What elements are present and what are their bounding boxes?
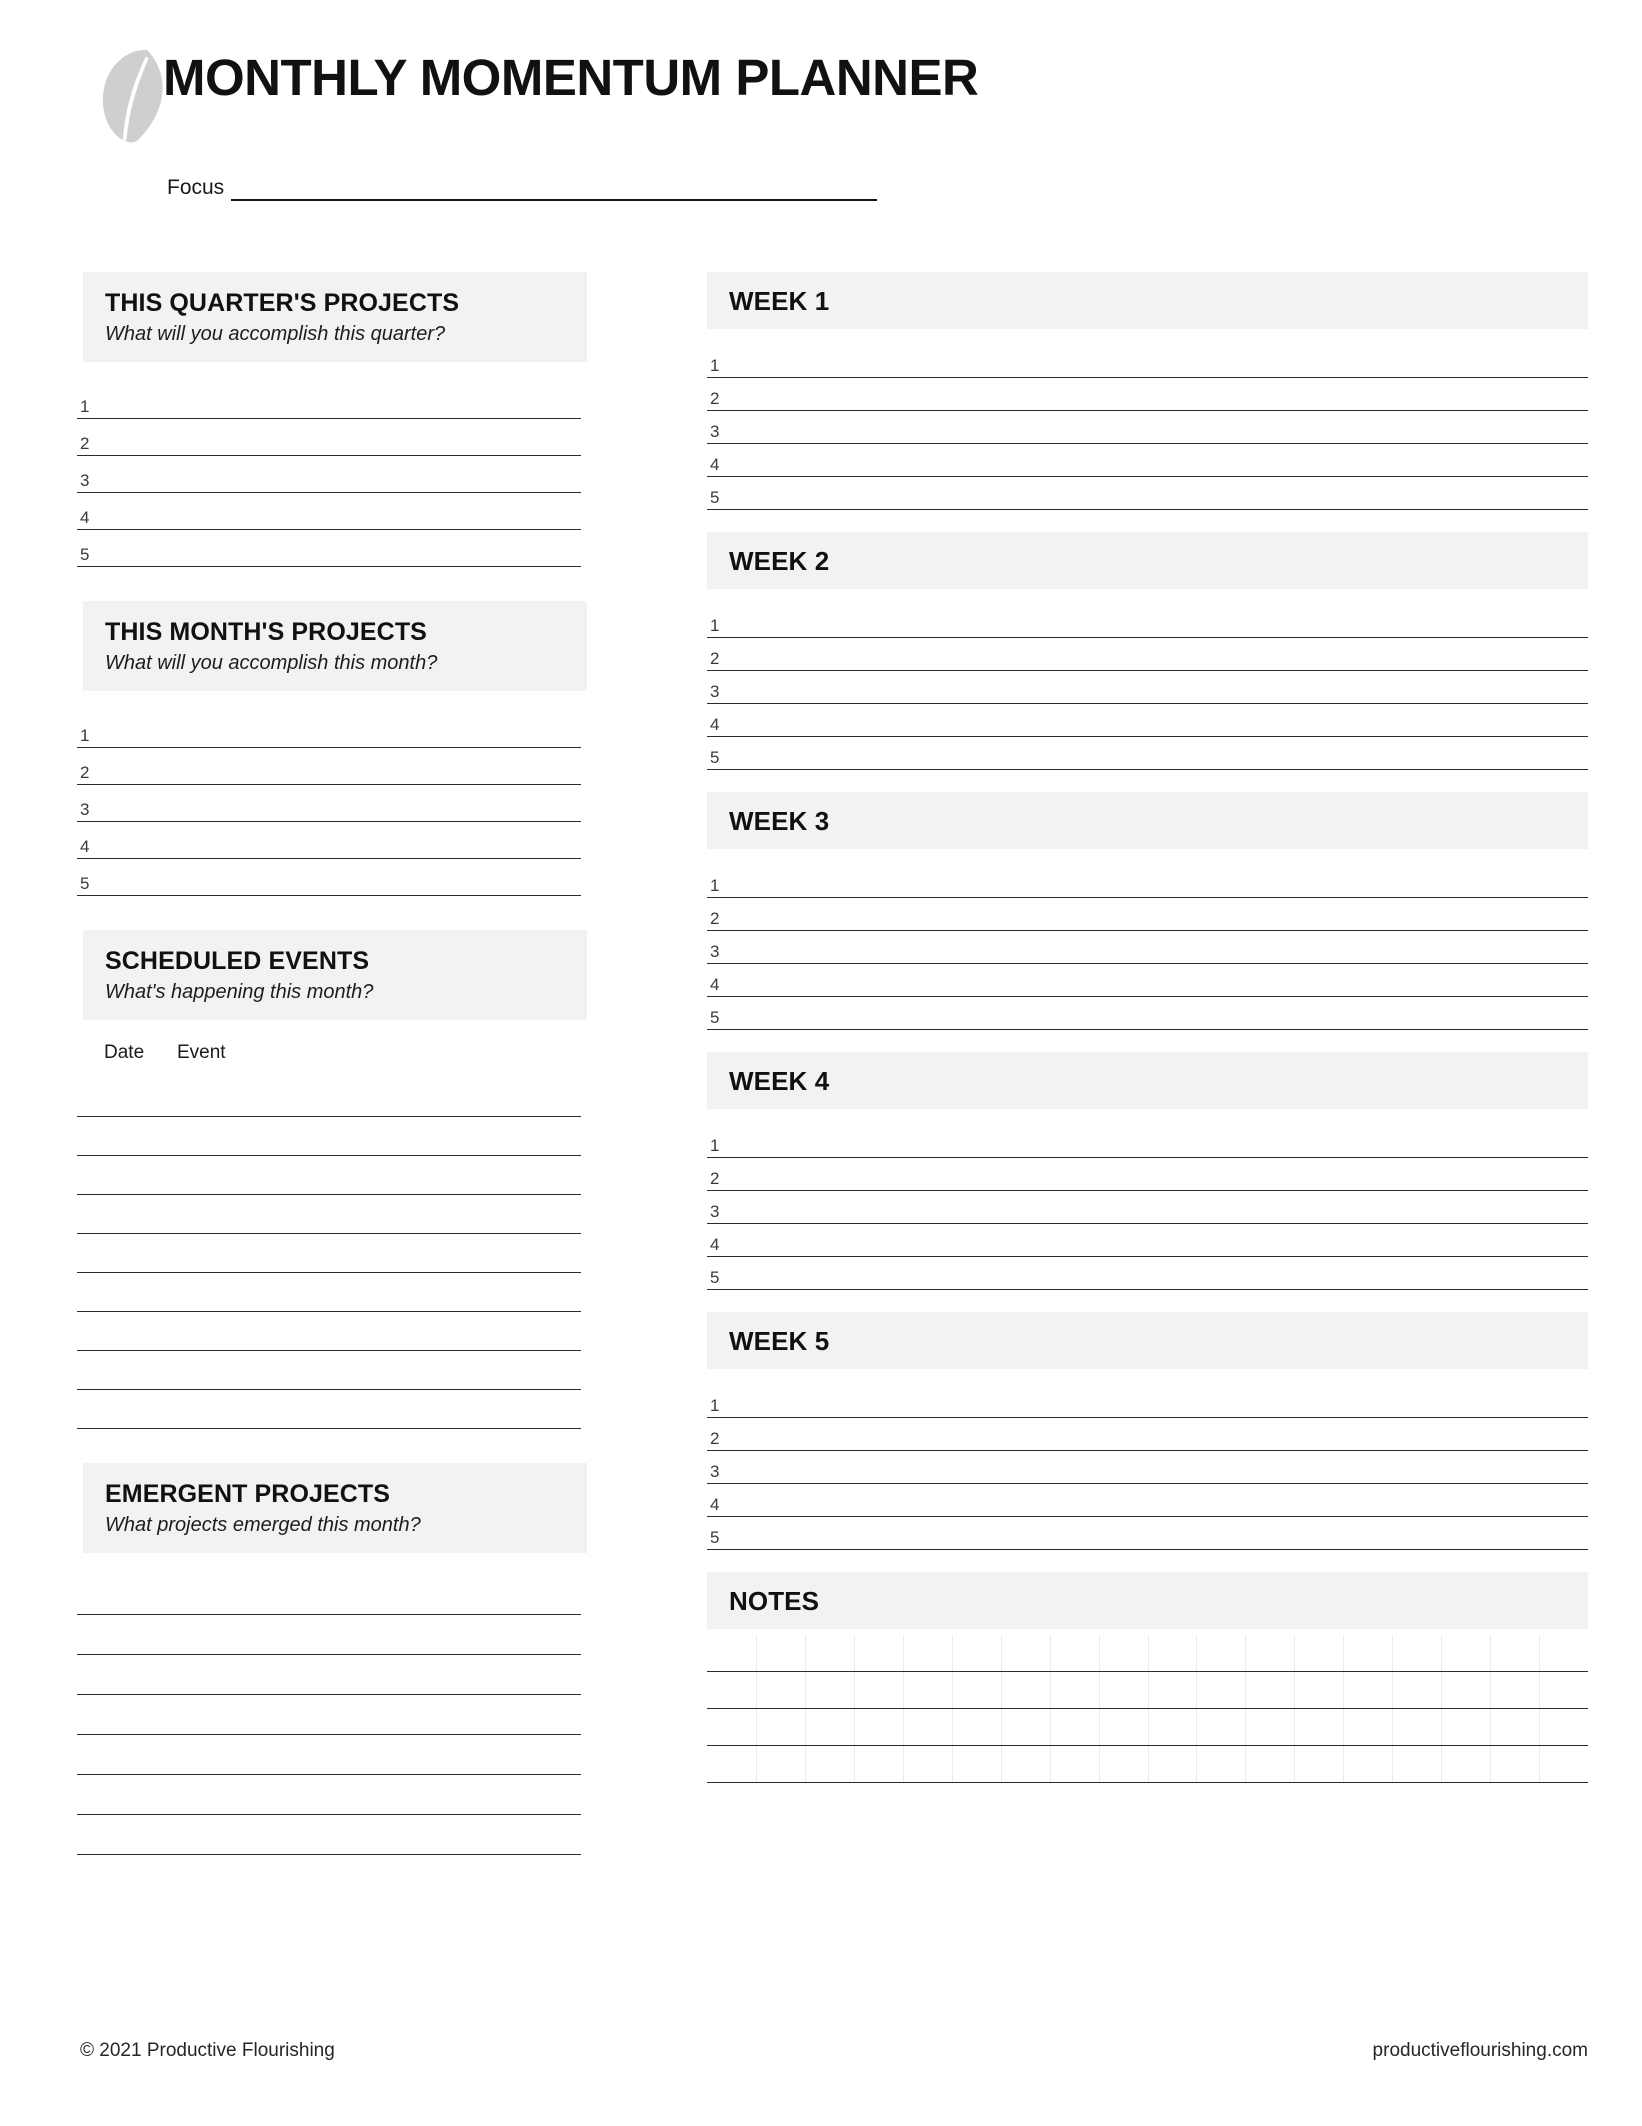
list-item-number: 3 xyxy=(80,471,90,490)
quarter-projects-subtitle: What will you accomplish this quarter? xyxy=(105,323,446,345)
table-row[interactable] xyxy=(77,1390,581,1429)
quarter-projects-title: THIS QUARTER'S PROJECTS xyxy=(105,289,460,317)
list-item[interactable] xyxy=(707,1224,1588,1257)
list-item[interactable] xyxy=(707,737,1588,770)
page-footer xyxy=(0,2040,1642,2080)
list-item-number: 4 xyxy=(710,975,720,995)
list-item-number: 2 xyxy=(710,1169,720,1189)
list-item[interactable] xyxy=(707,444,1588,477)
emergent-projects-title: EMERGENT PROJECTS xyxy=(105,1480,391,1508)
table-header-row xyxy=(77,1034,581,1078)
list-item[interactable] xyxy=(77,748,581,785)
list-item[interactable] xyxy=(707,865,1588,898)
list-item[interactable] xyxy=(707,1125,1588,1158)
table-row[interactable] xyxy=(77,1312,581,1351)
spacer xyxy=(77,1429,581,1463)
list-item[interactable] xyxy=(77,859,581,896)
list-item[interactable] xyxy=(77,530,581,567)
section-week-5 xyxy=(707,1312,1588,1550)
list-item[interactable] xyxy=(707,1257,1588,1290)
scheduled-events-title: SCHEDULED EVENTS xyxy=(105,947,370,975)
list-item-number: 4 xyxy=(80,837,90,856)
list-item[interactable] xyxy=(707,704,1588,737)
list-item-number: 4 xyxy=(710,1235,720,1255)
week-4-lines xyxy=(707,1125,1588,1290)
column-header-event: Event xyxy=(177,1042,226,1063)
notes-title: NOTES xyxy=(729,1586,820,1617)
section-scheduled-events xyxy=(77,930,581,1429)
list-item[interactable] xyxy=(707,931,1588,964)
focus-write-line[interactable] xyxy=(231,199,877,201)
list-item[interactable] xyxy=(707,898,1588,931)
spacer xyxy=(77,896,581,930)
week-4-header xyxy=(707,1052,1588,1109)
list-item[interactable] xyxy=(707,1385,1588,1418)
spacer xyxy=(707,1030,1588,1052)
list-item[interactable] xyxy=(77,382,581,419)
section-month-projects xyxy=(77,601,581,896)
list-item[interactable] xyxy=(707,1517,1588,1550)
table-row[interactable] xyxy=(77,1117,581,1156)
emergent-projects-header xyxy=(83,1463,587,1553)
page-title: MONTHLY MOMENTUM PLANNER xyxy=(163,49,979,106)
list-item-number: 4 xyxy=(80,508,90,527)
list-item-number: 2 xyxy=(80,763,90,782)
section-notes xyxy=(707,1572,1588,1783)
week-1-title: WEEK 1 xyxy=(729,286,830,316)
emergent-projects-lines xyxy=(77,1575,581,1855)
table-row[interactable] xyxy=(77,1234,581,1273)
list-item[interactable] xyxy=(707,477,1588,510)
week-5-header xyxy=(707,1312,1588,1369)
month-projects-lines xyxy=(77,711,581,896)
quarter-projects-header xyxy=(83,272,587,362)
week-3-header xyxy=(707,792,1588,849)
list-item[interactable] xyxy=(77,711,581,748)
section-emergent-projects xyxy=(77,1463,581,1855)
month-projects-subtitle: What will you accomplish this month? xyxy=(105,652,438,674)
notes-header xyxy=(707,1572,1588,1629)
month-projects-title: THIS MONTH'S PROJECTS xyxy=(105,618,427,646)
list-item-number: 3 xyxy=(710,1462,720,1482)
list-item[interactable] xyxy=(707,1191,1588,1224)
list-item[interactable] xyxy=(77,822,581,859)
list-item-number: 5 xyxy=(710,1268,720,1288)
quarter-projects-lines xyxy=(77,382,581,567)
list-item[interactable] xyxy=(707,605,1588,638)
list-item-number: 4 xyxy=(710,1495,720,1515)
week-2-lines xyxy=(707,605,1588,770)
write-line[interactable] xyxy=(77,1695,581,1735)
list-item[interactable] xyxy=(707,345,1588,378)
notes-line[interactable] xyxy=(707,1635,1588,1672)
list-item[interactable] xyxy=(707,1484,1588,1517)
section-quarter-projects xyxy=(77,272,581,567)
list-item-number: 4 xyxy=(710,715,720,735)
week-1-lines xyxy=(707,345,1588,510)
week-5-lines xyxy=(707,1385,1588,1550)
spacer xyxy=(707,1550,1588,1572)
list-item[interactable] xyxy=(707,1451,1588,1484)
list-item[interactable] xyxy=(707,1158,1588,1191)
table-row[interactable] xyxy=(77,1156,581,1195)
list-item-number: 2 xyxy=(710,1429,720,1449)
write-line[interactable] xyxy=(77,1815,581,1855)
week-3-title: WEEK 3 xyxy=(729,806,830,837)
week-2-header xyxy=(707,532,1588,589)
spacer xyxy=(707,770,1588,792)
table-row[interactable] xyxy=(77,1078,581,1117)
scheduled-events-table xyxy=(77,1034,581,1429)
notes-line[interactable] xyxy=(707,1746,1588,1783)
spacer xyxy=(707,1290,1588,1312)
week-2-title: WEEK 2 xyxy=(729,546,830,577)
list-item-number: 3 xyxy=(80,800,90,819)
section-week-1 xyxy=(707,272,1588,510)
write-line[interactable] xyxy=(77,1775,581,1815)
list-item-number: 1 xyxy=(710,616,720,636)
write-line[interactable] xyxy=(77,1615,581,1655)
week-4-title: WEEK 4 xyxy=(729,1066,830,1097)
write-line[interactable] xyxy=(77,1735,581,1775)
list-item-number: 2 xyxy=(80,434,90,453)
list-item-number: 1 xyxy=(710,876,720,896)
list-item[interactable] xyxy=(77,493,581,530)
list-item-number: 3 xyxy=(710,942,720,962)
month-projects-header xyxy=(83,601,587,691)
list-item-number: 3 xyxy=(710,682,720,702)
list-item-number: 5 xyxy=(710,748,720,768)
week-5-title: WEEK 5 xyxy=(729,1326,830,1357)
table-row[interactable] xyxy=(77,1273,581,1312)
page-header xyxy=(0,0,1642,210)
table-row[interactable] xyxy=(77,1351,581,1390)
write-line[interactable] xyxy=(77,1655,581,1695)
section-week-3 xyxy=(707,792,1588,1030)
table-row[interactable] xyxy=(77,1195,581,1234)
week-1-header xyxy=(707,272,1588,329)
list-item[interactable] xyxy=(77,785,581,822)
list-item[interactable] xyxy=(77,456,581,493)
list-item-number: 1 xyxy=(710,356,720,376)
list-item-number: 2 xyxy=(710,389,720,409)
list-item[interactable] xyxy=(707,411,1588,444)
table-body xyxy=(77,1078,581,1429)
list-item[interactable] xyxy=(707,964,1588,997)
section-week-4 xyxy=(707,1052,1588,1290)
list-item-number: 1 xyxy=(710,1136,720,1156)
notes-line[interactable] xyxy=(707,1709,1588,1746)
scheduled-events-subtitle: What's happening this month? xyxy=(105,981,374,1003)
spacer xyxy=(77,567,581,601)
list-item-number: 5 xyxy=(710,1528,720,1548)
notes-grid[interactable] xyxy=(707,1635,1588,1783)
list-item[interactable] xyxy=(77,419,581,456)
leaf-icon xyxy=(100,48,170,146)
notes-line[interactable] xyxy=(707,1672,1588,1709)
list-item-number: 4 xyxy=(710,455,720,475)
column-header-date: Date xyxy=(104,1042,145,1063)
website-text: productiveflourishing.com xyxy=(1372,2040,1588,2061)
list-item[interactable] xyxy=(707,1418,1588,1451)
list-item[interactable] xyxy=(707,671,1588,704)
list-item-number: 5 xyxy=(80,874,90,893)
list-item-number: 5 xyxy=(710,488,720,508)
section-week-2 xyxy=(707,532,1588,770)
list-item[interactable] xyxy=(707,378,1588,411)
write-line[interactable] xyxy=(77,1575,581,1615)
spacer xyxy=(707,510,1588,532)
list-item[interactable] xyxy=(707,638,1588,671)
list-item-number: 3 xyxy=(710,422,720,442)
left-column xyxy=(77,272,581,1855)
focus-field[interactable] xyxy=(167,176,877,206)
list-item-number: 5 xyxy=(710,1008,720,1028)
week-3-lines xyxy=(707,865,1588,1030)
list-item-number: 1 xyxy=(80,397,90,416)
list-item-number: 5 xyxy=(80,545,90,564)
scheduled-events-header xyxy=(83,930,587,1020)
list-item-number: 2 xyxy=(710,649,720,669)
emergent-projects-subtitle: What projects emerged this month? xyxy=(105,1514,421,1536)
list-item-number: 1 xyxy=(710,1396,720,1416)
right-column xyxy=(707,272,1588,1783)
list-item-number: 3 xyxy=(710,1202,720,1222)
list-item-number: 2 xyxy=(710,909,720,929)
list-item[interactable] xyxy=(707,997,1588,1030)
list-item-number: 1 xyxy=(80,726,90,745)
copyright-text: © 2021 Productive Flourishing xyxy=(80,2040,335,2061)
focus-label: Focus xyxy=(167,176,225,199)
